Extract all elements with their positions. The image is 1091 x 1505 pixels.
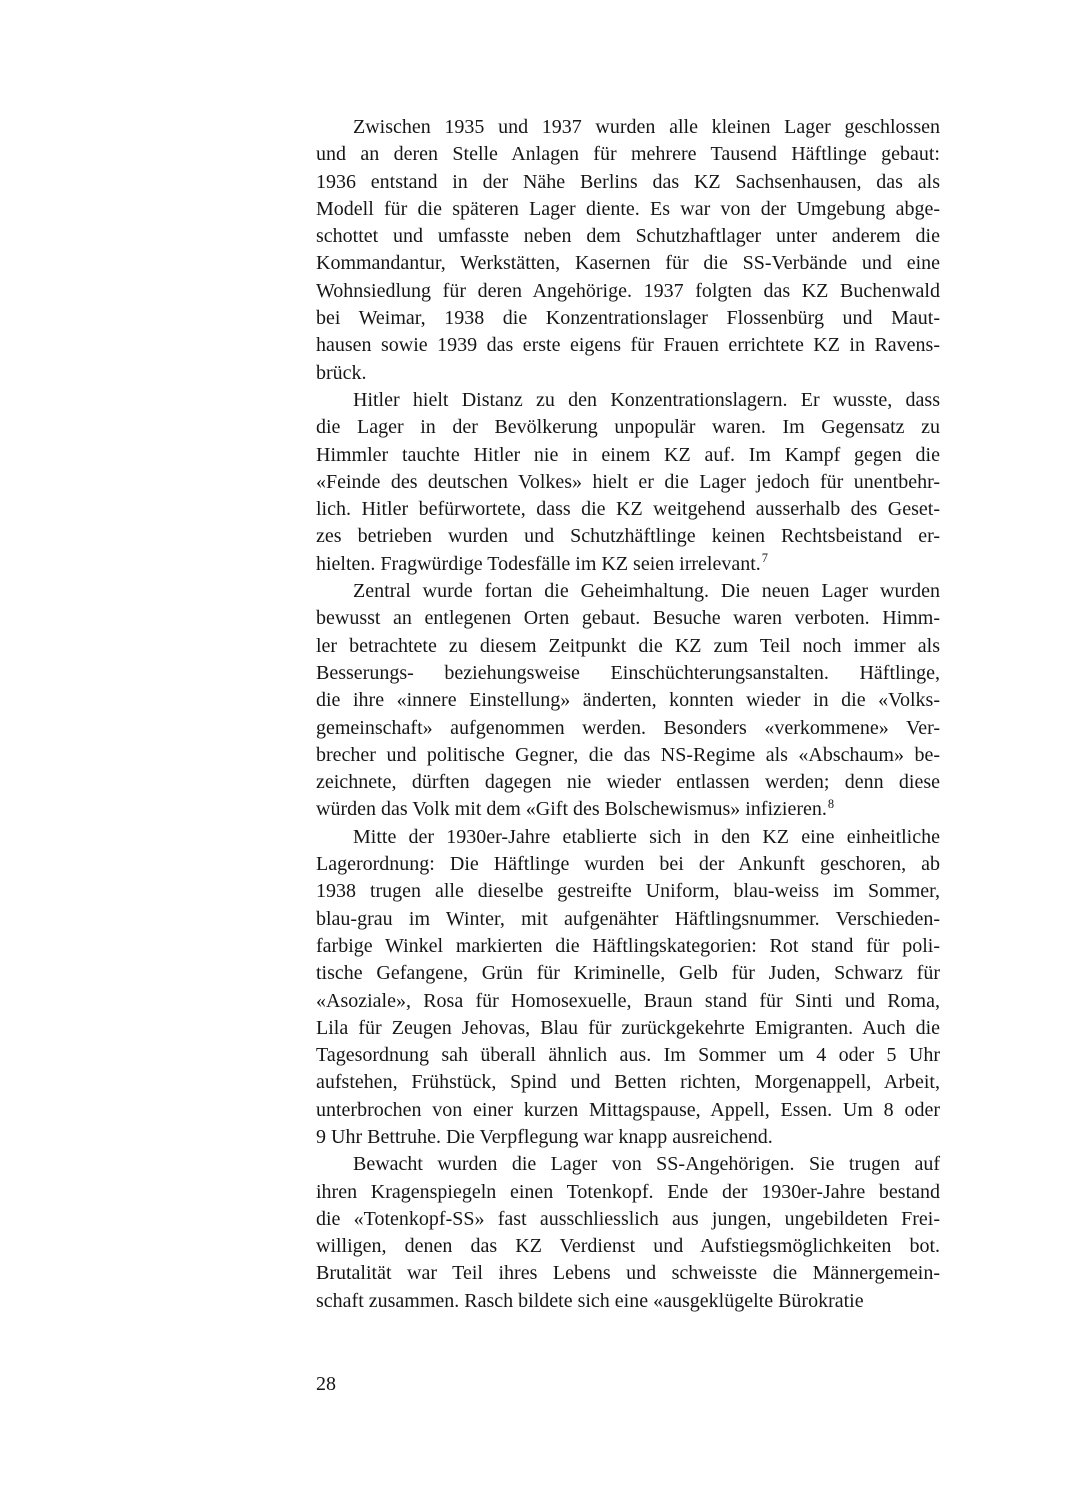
text-line: Zentral wurde fortan die Geheimhaltung. Die neuen Lager wurden <box>353 580 940 603</box>
text-line: tische Gefangene, Grün für Kriminelle, Gelb für Juden, Schwarz für <box>316 962 940 985</box>
text-line: ihren Kragenspiegeln einen Totenkopf. Ende der 1930er-Jahre bestand <box>316 1180 940 1203</box>
paragraph <box>316 114 940 387</box>
text-line: bewusst an entlegenen Orten gebaut. Besuche waren verboten. Himm- <box>316 607 940 630</box>
text-line: die Lager in der Bevölkerung unpopulär waren. Im Gegensatz zu <box>316 416 940 439</box>
text-line: schottet und umfasste neben dem Schutzhaftlager unter anderem die <box>316 225 940 248</box>
text-line: brecher und politische Gegner, die das NS-Regime als «Abschaum» be- <box>316 743 940 766</box>
text-line: schaft zusammen. Rasch bildete sich eine «ausgeklügelte Bürokratie <box>316 1289 864 1312</box>
text-line: zeichnete, dürften dagegen nie wieder entlassen werden; denn diese <box>316 771 940 794</box>
text-line: hielten. Fragwürdige Todesfälle im KZ seien irrelevant.$^7$ <box>316 551 768 575</box>
text-line: die «Totenkopf-SS» fast ausschliesslich aus jungen, ungebildeten Frei- <box>316 1207 940 1230</box>
text-line: Modell für die späteren Lager diente. Es war von der Umgebung abge- <box>316 197 940 220</box>
text-line: Lagerordnung: Die Häftlinge wurden bei der Ankunft geschoren, ab <box>316 853 940 876</box>
text-line: und an deren Stelle Anlagen für mehrere Tausend Häftlinge gebaut: <box>316 143 940 166</box>
text-line: hausen sowie 1939 das erste eigens für Frauen errichtete KZ in Ravens- <box>316 334 940 357</box>
text-line: Brutalität war Teil ihres Lebens und schweisste die Männergemein- <box>316 1262 940 1285</box>
paragraph <box>316 1151 940 1315</box>
text-line: ler betrachtete zu diesem Zeitpunkt die KZ zum Teil noch immer als <box>316 634 940 657</box>
text-line: blau-grau im Winter, mit aufgenähter Häftlingsnummer. Verschieden- <box>316 907 940 930</box>
text-line: unterbrochen von einer kurzen Mittagspause, Appell, Essen. Um 8 oder <box>316 1098 940 1121</box>
text-line: Himmler tauchte Hitler nie in einem KZ auf. Im Kampf gegen die <box>316 443 940 466</box>
text-line: farbige Winkel markierten die Häftlingskategorien: Rot stand für poli- <box>316 934 940 957</box>
body-text <box>316 114 940 1315</box>
text-line: «Asoziale», Rosa für Homosexuelle, Braun stand für Sinti und Roma, <box>316 989 940 1012</box>
text-line: zes betrieben wurden und Schutzhäftlinge keinen Rechtsbeistand er- <box>316 525 940 548</box>
text-line: Bewacht wurden die Lager von SS-Angehörigen. Sie trugen auf <box>353 1153 940 1176</box>
text-line: Zwischen 1935 und 1937 wurden alle kleinen Lager geschlossen <box>353 116 940 138</box>
footnote-marker: 7 <box>761 551 768 566</box>
paragraph <box>316 824 940 1152</box>
text-line: 9 Uhr Bettruhe. Die Verpflegung war knapp ausreichend. <box>316 1125 773 1148</box>
text-line: Kommandantur, Werkstätten, Kasernen für die SS-Verbände und eine <box>316 252 940 275</box>
text-line: «Feinde des deutschen Volkes» hielt er die Lager jedoch für unentbehr- <box>316 470 940 493</box>
text-line: aufstehen, Frühstück, Spind und Betten richten, Morgenappell, Arbeit, <box>316 1071 940 1094</box>
text-line: Tagesordnung sah überall ähnlich aus. Im Sommer um 4 oder 5 Uhr <box>316 1044 940 1067</box>
footnote-marker: 8 <box>827 796 835 811</box>
text-line: Mitte der 1930er-Jahre etablierte sich in den KZ eine einheitliche <box>353 825 940 848</box>
text-line: würden das Volk mit dem «Gift des Bolschewismus» infizieren.$^8$ <box>316 796 835 821</box>
paragraph <box>316 387 940 578</box>
text-line: 1936 entstand in der Nähe Berlins das KZ Sachsenhausen, das als <box>316 170 940 193</box>
paragraph <box>316 578 940 824</box>
text-line: 1938 trugen alle dieselbe gestreifte Uniform, blau-weiss im Sommer, <box>316 880 940 903</box>
text-line: Wohnsiedlung für deren Angehörige. 1937 folgten das KZ Buchenwald <box>316 279 940 302</box>
page-number: 28 <box>316 1373 336 1395</box>
text-line: brück. <box>316 361 367 384</box>
text-line: willigen, denen das KZ Verdienst und Aufstiegsmöglichkeiten bot. <box>316 1235 940 1258</box>
text-line: Hitler hielt Distanz zu den Konzentrationslagern. Er wusste, dass <box>353 388 940 411</box>
text-line: bei Weimar, 1938 die Konzentrationslager Flossenbürg und Maut- <box>316 307 940 330</box>
text-line: Lila für Zeugen Jehovas, Blau für zurückgekehrte Emigranten. Auch die <box>316 1016 940 1039</box>
text-line: lich. Hitler befürwortete, dass die KZ weitgehend ausserhalb des Geset- <box>316 498 940 521</box>
text-line: die ihre «innere Einstellung» änderten, konnten wieder in die «Volks- <box>316 689 940 712</box>
text-line: Besserungs- beziehungsweise Einschüchterungsanstalten. Häftlinge, <box>316 661 940 684</box>
text-line: gemeinschaft» aufgenommen werden. Besonders «verkommene» Ver- <box>316 716 940 739</box>
